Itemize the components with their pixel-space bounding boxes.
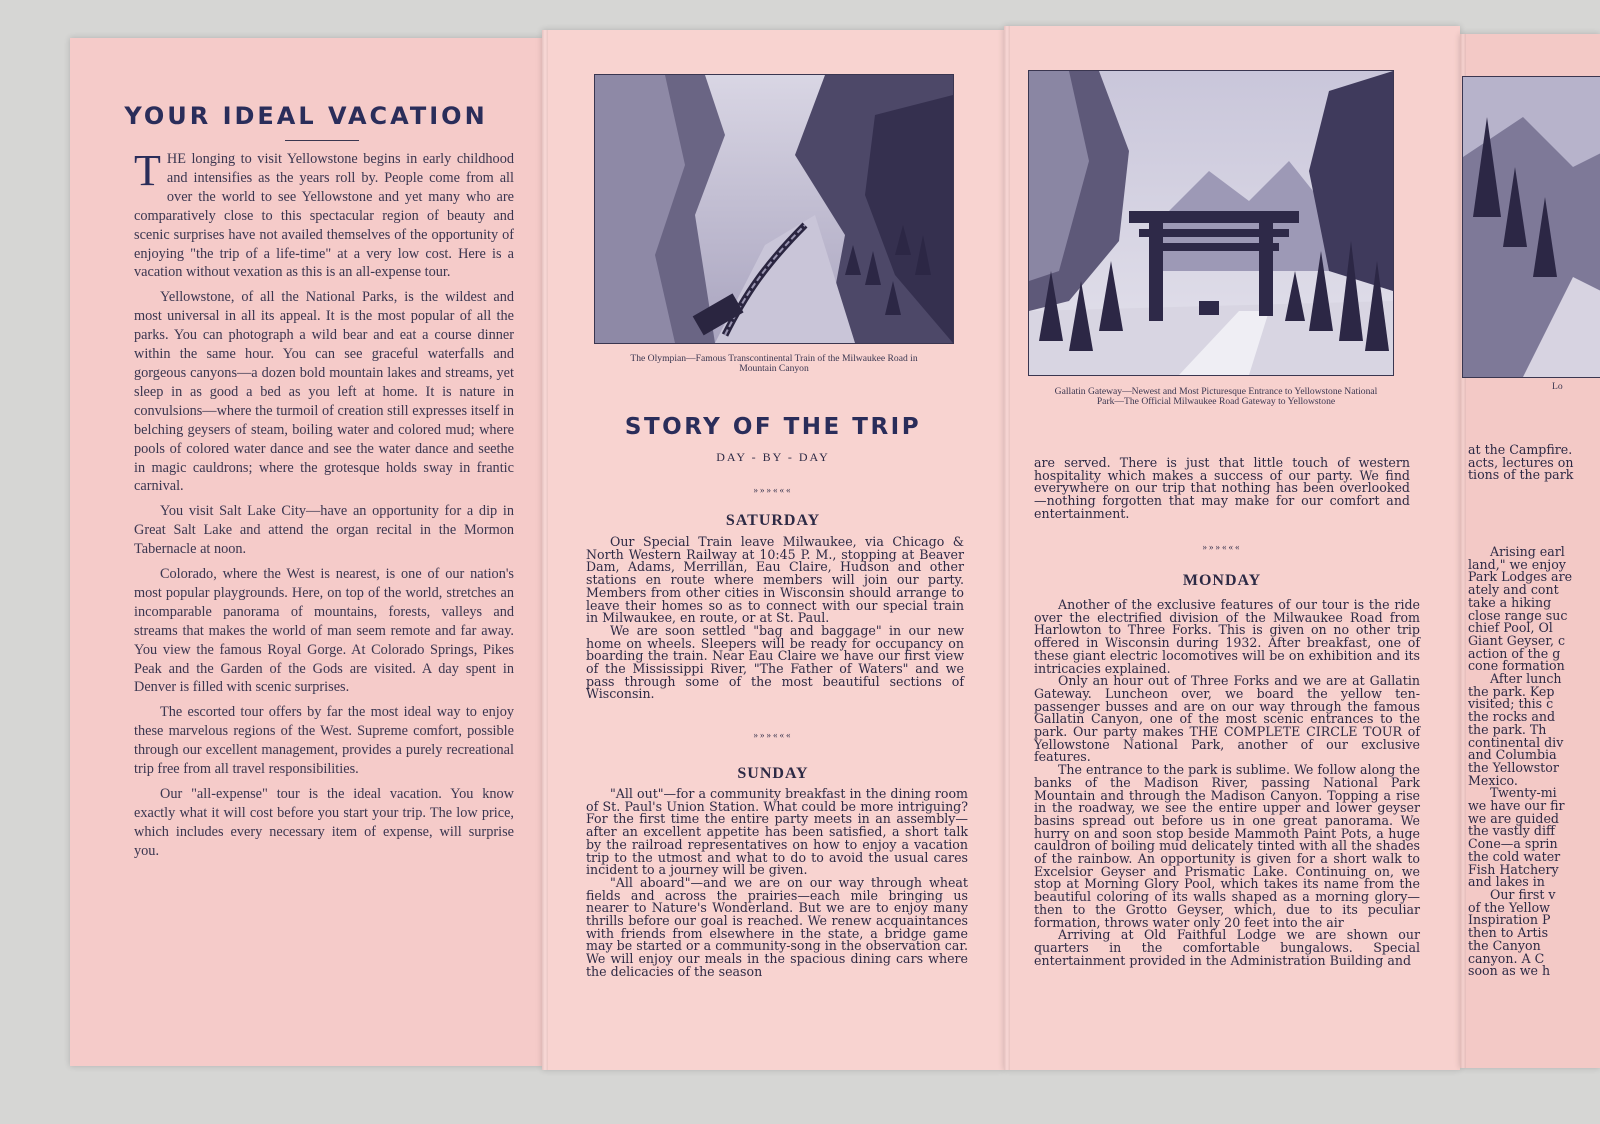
text-line: the cold water <box>1468 848 1561 864</box>
sunday-text <box>586 788 968 979</box>
sunday-paragraph-2: "All aboard"—and we are on our way through wheat fields and across the prairies—each mile bringing us nearer to Nature's Wonderland. But we are to enjoy many thrills before our goal is reached. We renew acquaintances with friends from elsewhere in the state, a bridge game may be started or a community-song in the observation car. We will enjoy our meals in the spacious dining cars where the delicacies of the season <box>586 874 968 979</box>
text-line: acts, lectures on <box>1468 454 1574 470</box>
text-line: tions of the park <box>1468 467 1574 483</box>
text-line: the Yellowstor <box>1468 759 1559 775</box>
text-line: and Columbia <box>1468 747 1557 763</box>
gateway-illustration <box>1029 71 1393 375</box>
paragraph-2: Yellowstone, of all the National Parks, is the wildest and most universal in all its appeal. It is the most popular of all the parks. You can photograph a wild bear and eat a course dinner within the same hour. You can see graceful waterfalls and gorgeous canyons—a dozen bold mountain lakes and streams, yet sleep in as good a bed as you left at home. It is nature in convulsions—where the turmoil of creation still expresses itself in belching geysers of steam, boiling water and colored mud; where pools of colored water dance and see the water dance and seethe in magic cauldrons; where the grotesque holds sway in frantic carnival. <box>134 289 514 495</box>
ornament-divider-2: »»»««« <box>753 730 793 740</box>
text-line: continental div <box>1468 734 1564 750</box>
drop-cap: T <box>134 146 161 195</box>
middle-page <box>542 30 1004 1070</box>
text-line: Mexico. <box>1468 772 1518 788</box>
paragraph-6: Our "all-expense" tour is the ideal vacation. You know exactly what it will cost before you start your trip. The low price, which includes every necessary item of expense, will surprise you. <box>134 786 514 859</box>
train-canyon-photo <box>594 74 954 344</box>
paragraph-5: The escorted tour offers by far the most ideal way to enjoy these marvelous regions of the West. Supreme comfort, possible through our excellent management, provides a purely recreational trip free from all travel responsibilities. <box>134 704 514 778</box>
paragraph-1: HE longing to visit Yellowstone begins in early childhood and intensifies as the years roll by. People come from all over the world to see Yellowstone and yet many who are comparatively close to this spectacular region of beauty and scenic surprises have not availed themselves of the opportunity of enjoying "the trip of a life-time" at a very low cost. Here is a vacation without vexation as this is an all-expense tour. <box>134 151 514 281</box>
text-line: the park. Th <box>1468 721 1547 737</box>
text-line: land," we enjoy <box>1468 556 1566 572</box>
text-line: Inspiration P <box>1468 912 1551 928</box>
text-line: Arising earl <box>1490 544 1565 559</box>
far-right-top-text <box>1460 444 1600 482</box>
section-title: STORY OF THE TRIP <box>624 414 922 440</box>
monday-text <box>1034 599 1420 967</box>
text-line: Giant Geyser, c <box>1468 632 1566 648</box>
cropped-photo <box>1462 76 1600 378</box>
text-line: action of the g <box>1468 645 1561 661</box>
text-line: chief Pool, Ol <box>1468 620 1553 636</box>
text-line: ately and cont <box>1468 582 1559 598</box>
sunday-heading: SUNDAY <box>737 765 809 782</box>
ornament-divider-3: »»»««« <box>1202 542 1242 552</box>
far-right-bottom-text <box>1460 546 1600 978</box>
text-line: Fish Hatchery <box>1468 861 1559 877</box>
saturday-heading: SATURDAY <box>725 512 821 529</box>
intro-text <box>134 146 514 867</box>
text-line: and lakes in <box>1468 874 1545 890</box>
text-line: the park. Kep <box>1468 683 1555 699</box>
text-line: we have our fir <box>1468 798 1565 814</box>
saturday-text <box>586 536 964 701</box>
gallatin-gateway-photo <box>1028 70 1394 376</box>
text-line: at the Campfire. <box>1468 442 1573 457</box>
text-line: Twenty-mi <box>1490 785 1557 801</box>
text-line: Park Lodges are <box>1468 569 1573 585</box>
section-subtitle: DAY - BY - DAY <box>716 450 830 464</box>
text-line: Our first v <box>1490 886 1556 902</box>
monday-heading: MONDAY <box>1182 572 1262 589</box>
text-line: soon as we h <box>1468 963 1551 979</box>
text-line: the Canyon <box>1468 937 1541 953</box>
page-title: YOUR IDEAL VACATION <box>124 102 488 130</box>
text-line: take a hiking <box>1468 594 1552 610</box>
ornament-divider-1: »»»««« <box>753 485 793 495</box>
paragraph-3: You visit Salt Lake City—have an opportunity for a dip in Great Salt Lake and attend the organ recital in the Mormon Tabernacle at noon. <box>134 503 514 558</box>
saturday-paragraph-2: We are soon settled "bag and baggage" in our new home on wheels. Sleepers will be ready for occupancy on boarding the train. Near Eau Claire we have our first view of the Mississippi River, "The Father of Waters" and we pass through some of the most beautiful sections of Wisconsin. <box>586 622 964 702</box>
fold-crease <box>542 30 548 1070</box>
text-line: visited; this c <box>1468 696 1554 712</box>
monday-paragraph-4: Arriving at Old Faithful Lodge we are shown our quarters in the comfortable bungalows. Special entertainment provided in the Administration Building and <box>1034 927 1420 968</box>
saturday-paragraph-1: Our Special Train leave Milwaukee, via Chicago & North Western Railway at 10:45 P. M., stopping at Beaver Dam, Adams, Merrillan, Eau Claire, Hudson and other stations en route where members will join our party. Members from other cities in Wisconsin should arrange to leave their homes so as to connect with our special train in Milwaukee, en route, or at St. Paul. <box>586 534 964 626</box>
text-line: After lunch <box>1490 671 1562 687</box>
text-line: the vastly diff <box>1468 823 1555 839</box>
text-line: then to Artis <box>1468 925 1549 941</box>
text-line: we are guided <box>1468 810 1559 826</box>
text-line: canyon. A C <box>1468 950 1545 966</box>
cropped-caption: Lo <box>1552 381 1563 392</box>
monday-paragraph-1: Another of the exclusive features of our tour is the ride over the electrified division of the Milwaukee Road from Harlowton to Three Forks. This is given on no other trip offered in Wisconsin during 1932. After breakfast, one of these giant electric locomotives will be on exhibition and its intricacies explained. <box>1034 597 1420 676</box>
title-rule <box>285 140 359 141</box>
gateway-photo-caption: Gallatin Gateway—Newest and Most Picturesque Entrance to Yellowstone National Park—The Official Milwaukee Road Gateway to Yellowstone <box>1054 386 1378 407</box>
far-right-page <box>1460 34 1600 1068</box>
paragraph-4: Colorado, where the West is nearest, is one of our nation's most popular playgrounds. Here, on top of the world, stretches an incomparable panorama of mountains, forests, valleys and streams that makes the world of man seem remote and far away. You view the famous Royal Gorge. At Colorado Springs, Pikes Peak and the Garden of the Gods are visited. A day spent in Denver is filled with scenic surprises. <box>134 566 514 696</box>
text-line: of the Yellow <box>1468 899 1550 915</box>
monday-paragraph-2: Only an hour out of Three Forks and we are at Gallatin Gateway. Luncheon over, we board the yellow ten-passenger busses and are on our way through the famous Gallatin Canyon, one of the most scenic entrances to the park. Our party makes THE COMPLETE CIRCLE TOUR of Yellowstone National Park, another of our exclusive features. <box>1034 673 1420 765</box>
sunday-paragraph-1: "All out"—for a community breakfast in the dining room of St. Paul's Union Station. What could be more intriguing? For the first time the entire party meets in an assembly—after an excellent appetite has been satisfied, a short talk by the railroad representatives on how to enjoy a vacation trip to the utmost and what to do to avoid the usual cares incident to a journey will be given. <box>586 786 968 878</box>
left-page <box>70 38 542 1066</box>
text-line: the rocks and <box>1468 709 1556 725</box>
sunday-continued-text <box>1034 457 1410 521</box>
train-photo-caption: The Olympian—Famous Transcontinental Train of the Milwaukee Road in Mountain Canyon <box>630 353 918 374</box>
text-line: close range suc <box>1468 607 1568 623</box>
text-line: Cone—a sprin <box>1468 836 1558 852</box>
continued-paragraph: are served. There is just that little touch of western hospitality which makes a success of our party. We find everywhere on our trip that nothing has been overlooked—nothing forgotten that may make for our comfort and entertainment. <box>1034 455 1410 521</box>
right-page <box>1004 26 1460 1070</box>
text-line: cone formation <box>1468 658 1565 674</box>
forest-illustration <box>1463 77 1600 377</box>
canyon-illustration <box>595 75 953 343</box>
monday-paragraph-3: The entrance to the park is sublime. We follow along the banks of the Madison River, passing National Park Mountain and through the Madison Canyon. Topping a rise in the roadway, we see the entire upper and lower geyser basins spread out before us in one great panorama. We hurry on and soon stop beside Mammoth Paint Pots, a huge cauldron of boiling mud delicately tinted with all the shades of the rainbow. An opportunity is given for a short walk to Excelsior Geyser and Prismatic Lake. Continuing on, we stop at Morning Glory Pool, which takes its name from the beautiful coloring of its walls shaped as a morning glory—then to the Grotto Geyser, which, due to its peculiar formation, throws water only 20 feet into the air <box>1034 762 1420 930</box>
